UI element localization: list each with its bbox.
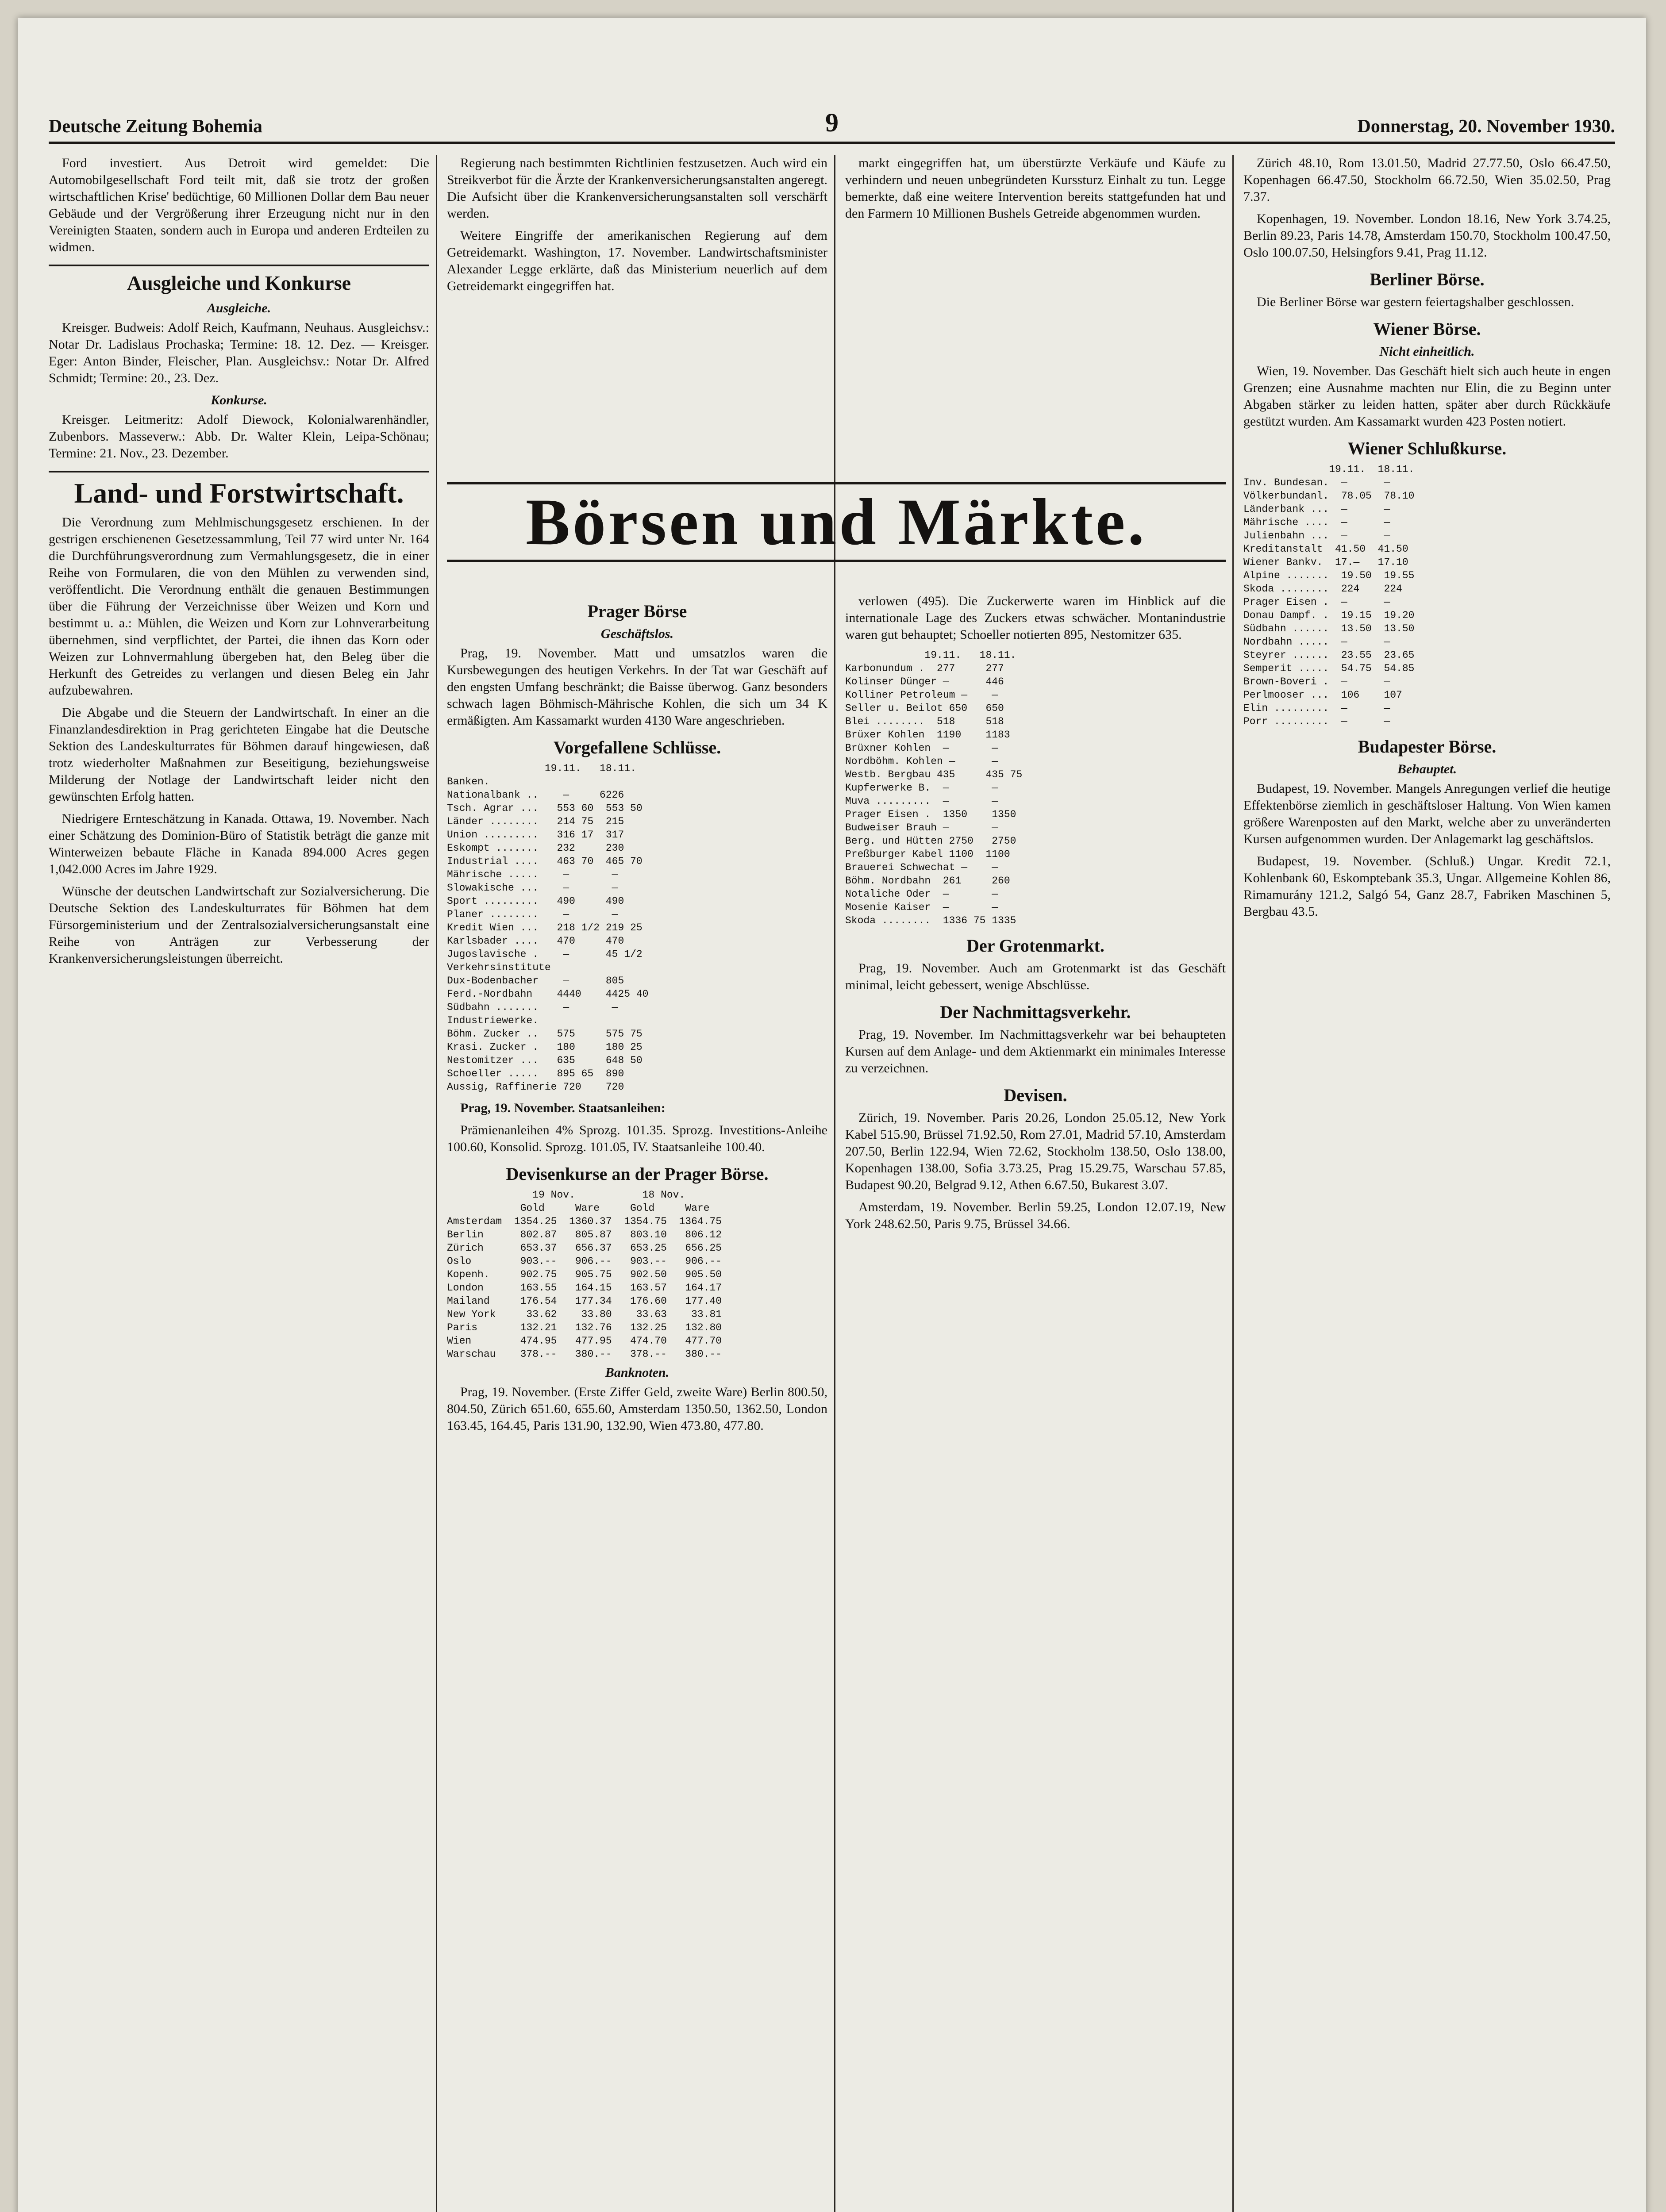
subheading-ausgleiche: Ausgleiche. xyxy=(207,301,271,315)
column-2-top xyxy=(447,155,827,473)
article-grotenmarkt: Prag, 19. November. Auch am Grotenmarkt ist das Geschäft minimal, leicht gebessert, wenige Abschlüsse. xyxy=(845,961,1226,992)
table-wiener-schlusskurse: 19.11. 18.11. Inv. Bundesan. — — Völkerbundanl. 78.05 78.10 Länderbank ... — — Mährische .... — — Julienbahn ... — — Kreditanstalt 41.50 41.50 Wiener Bankv. 17.— 17.10 Alpine ....... 19.50 19.55 Skoda ........ 224 224 Prager Eisen . — — Donau Dampf. . 19.15 19.20 Südbahn ...... 13.50 13.50 Nordbahn ..... — — Steyrer ...... 23.55 23.65 Semperit ..... 54.75 54.85 Brown-Boveri . — — Perlmooser ... 106 107 Elin ......... — — Porr ......... — — xyxy=(1243,464,1415,727)
newspaper-page xyxy=(18,18,1646,2212)
heading-grotenmarkt: Der Grotenmarkt. xyxy=(966,936,1104,956)
column-3-top xyxy=(845,155,1226,473)
section-heading-boersen: Börsen und Märkte. xyxy=(447,482,1226,562)
column-rule xyxy=(834,155,835,2212)
heading-nachmittagsverkehr: Der Nachmittagsverkehr. xyxy=(940,1002,1131,1022)
heading-land-forst: Land- und Forstwirtschaft. xyxy=(49,471,429,510)
column-rule xyxy=(1232,155,1234,2212)
article-berliner-boerse: Die Berliner Börse war gestern feiertagshalber geschlossen. xyxy=(1257,295,1574,309)
article-prager-boerse: Prag, 19. November. Matt und umsatzlos waren die Kursbewegungen des heutigen Verkehrs. In der Tat war Geschäft auf den engsten Umfang beschränkt; die Baisse überwog. Ganz besonders schwach lagen Böhmisch-Mährische Kohlen, die sich um 34 K ermäßigten. Am Kassamarkt wurden 4130 Ware angeschrieben. xyxy=(447,646,827,728)
article-konkurse: Kreisger. Leitmeritz: Adolf Diewock, Kolonialwarenhändler, Zubenbors. Masseverw.: Abb. Dr. Walter Klein, Leipa-Schönau; Termine: 21. Nov., 23. Dezember. xyxy=(49,412,429,461)
article-mehlmischung: Die Verordnung zum Mehlmischungsgesetz erschienen. In der gestrigen erschienenen Gesetzessammlung, Teil 77 wird unter Nr. 164 die Durchführungsverordnung zum Vermahlungsgesetz, die in einer Reihe von Formularen, die von den Mühlen zu verwenden sind, veröffentlicht. Die Verordnung enthält die genauen Bestimmungen über die Führung der Verzeichnisse über Weizen und Korn und bestimmt u. a.: Mühlen, die Weizen und Korn zur Lohnverarbeitung übernehmen, sind verpflichtet, der Partei, die ihnen das Korn oder Weizen zur Lohnvermahlung übergeben hat, den Beleg über die Herkunft des Getreides zu verlangen und diesen Beleg ein Jahr aufzubewahren. xyxy=(49,515,429,698)
heading-wiener-boerse: Wiener Börse. xyxy=(1373,319,1481,339)
article-ernteschaetzung-kanada: Niedrigere Ernteschätzung in Kanada. Ottawa, 19. November. Nach einer Schätzung des Dominion-Büro of Statistik beträgt die ganze mit Winterweizen bebaute Fläche in Kanada 894.000 Acres gegen 1,042.000 Acres im Jahre 1929. xyxy=(49,811,429,876)
table-vorgefallene-schluesse: 19.11. 18.11. Banken. Nationalbank .. — 6226 Tsch. Agrar ... 553 60 553 50 Länder ........ 214 75 215 Union ......... 316 17 317 Eskompt ....... 232 230 Industrial .... 463 70 465 70 Mährische ..... — — Slowakische ... — — Sport ......... 490 490 Planer ........ — — Kredit Wien ... 218 1/2 219 25 Karlsbader .... 470 470 Jugoslavische . — 45 1/2 Verkehrsinstitute Dux-Bodenbacher — 805 Ferd.-Nordbahn 4440 4425 40 Südbahn ....... — — Industriewerke. Böhm. Zucker .. 575 575 75 Krasi. Zucker . 180 180 25 Nestomitzer ... 635 648 50 Schoeller ..... 895 65 890 Aussig, Raffinerie 720 720 xyxy=(447,763,649,1093)
article-ford: Ford investiert. Aus Detroit wird gemeldet: Die Automobilgesellschaft Ford teilt mit, daß sie trotz der großen wirtschaftlichen Krise' bedüchtige, 60 Millionen Dollar dem Bau neuer Gebäude und der Vergrößerung ihrer Erzeugung nicht nur in den Vereinigten Staaten, sondern auch in Europa und anderen Erdteilen zu widmen. xyxy=(49,156,429,254)
article-wiener-boerse: Wien, 19. November. Das Geschäft hielt sich auch heute in engen Grenzen; eine Ausnahme machten nur Elin, die zu Beginn unter Abgaben stärker zu leiden hatten, später aber durch Rückkäufe gestützt wurden. Am Kassamarkt wurden 423 Posten notiert. xyxy=(1243,364,1611,429)
subheading-wiener-boerse: Nicht einheitlich. xyxy=(1379,344,1475,359)
heading-devisen: Devisen. xyxy=(1004,1085,1067,1105)
heading-prager-boerse: Prager Börse xyxy=(587,601,687,621)
heading-banknoten: Banknoten. xyxy=(605,1365,669,1380)
article-zuckerwerte: verlowen (495). Die Zuckerwerte waren im Hinblick auf die internationale Lage des Zuckers etwas schwächer. Montanindustrie waren gut behauptet; Schoeller notierten 895, Nestomitzer 635. xyxy=(845,594,1226,642)
subheading-budapester-boerse: Behauptet. xyxy=(1397,762,1457,776)
column-1 xyxy=(49,155,429,2212)
masthead xyxy=(49,108,1615,144)
heading-devisenkurse: Devisenkurse an der Prager Börse. xyxy=(506,1164,769,1184)
article-devisen-kopenhagen: Kopenhagen, 19. November. London 18.16, New York 3.74.25, Berlin 89.23, Paris 14.78, Amsterdam 150.70, Stockholm 100.47.50, Oslo 100.07.50, Helsingfors 9.41, Prag 11.12. xyxy=(1243,211,1611,260)
article-devisen-zuerich: Zürich, 19. November. Paris 20.26, London 25.05.12, New York Kabel 515.90, Brüssel 71.92.50, Rom 27.01, Madrid 57.10, Amsterdam 207.50, Berlin 122.94, Wien 72.62, Stockholm 138.50, Oslo 138.00, Kopenhagen 138.00, Sofia 3.73.25, Prag 15.29.75, Warschau 57.85, Budapest 90.20, Belgrad 9.12, Athen 6.67.50, Bukarest 3.07. xyxy=(845,1110,1226,1192)
article-devisen-oslo: Zürich 48.10, Rom 13.01.50, Madrid 27.77.50, Oslo 66.47.50, Kopenhagen 66.47.50, Stockholm 66.72.50, Wien 35.02.50, Prag 7.37. xyxy=(1243,156,1611,204)
table-schluesse-cont: 19.11. 18.11. Karbonundum . 277 277 Kolinser Dünger — 446 Kolliner Petroleum — — Seller u. Beilot 650 650 Blei ........ 518 518 Brüxer Kohlen 1190 1183 Brüxner Kohlen — — Nordböhm. Kohlen — — Westb. Bergbau 435 435 75 Kupferwerke B. — — Muva ......... — — Prager Eisen . 1350 1350 Budweiser Brauh — — Berg. und Hütten 2750 2750 Preßburger Kabel 1100 1100 Brauerei Schwechat — — Böhm. Nordbahn 261 260 Notaliche Oder — — Mosenie Kaiser — — Skoda ........ 1336 75 1335 xyxy=(845,649,1023,926)
table-devisenkurse: 19 Nov. 18 Nov. Gold Ware Gold Ware Amsterdam 1354.25 1360.37 1354.75 1364.75 Berlin 802.87 805.87 803.10 806.12 Zürich 653.37 656.37 653.25 656.25 Oslo 903.-- 906.-- 903.-- 906.-- Kopenh. 902.75 905.75 902.50 905.50 London 163.55 164.15 163.57 164.17 Mailand 176.54 177.34 176.60 177.40 New York 33.62 33.80 33.63 33.81 Paris 132.21 132.76 132.25 132.80 Wien 474.95 477.95 474.70 477.70 Warschau 378.-- 380.-- 378.-- 380.-- xyxy=(447,1189,722,1360)
heading-vorgefallene-schluesse: Vorgefallene Schlüsse. xyxy=(553,737,721,757)
column-4 xyxy=(1243,155,1611,2212)
heading-ausgleiche: Ausgleiche und Konkurse xyxy=(49,265,429,296)
article-ausgleiche: Kreisger. Budweis: Adolf Reich, Kaufmann, Neuhaus. Ausgleichsv.: Notar Dr. Ladislaus Prochaska; Termine: 18. 12. Dez. — Kreisger. Eger: Anton Binder, Fleischer, Plan. Ausgleichsv.: Notar Dr. Alfred Schmidt; Termine: 20., 23. Dez. xyxy=(49,320,429,385)
article-sozialversicherung: Wünsche der deutschen Landwirtschaft zur Sozialversicherung. Die Deutsche Sektion des Landeskulturrates für Böhmen hat dem Fürsorgeministerium und der Zentralsozialversicherungsanstalt eine Reihe von Anträgen zur Verbesserung der Krankenversicherungsleistungen überreicht. xyxy=(49,884,429,966)
heading-wiener-schlusskurse: Wiener Schlußkurse. xyxy=(1347,438,1507,458)
article-budapester-schluss: Budapest, 19. November. (Schluß.) Ungar. Kredit 72.1, Kohlenbank 60, Eskomptebank 35.3, Ungar. Allgemeine Kohlen 86, Rimamurány 121.2, Salgó 54, Ganz 28.7, Fabriken Maschinen 5, Bergbau 43.5. xyxy=(1243,854,1611,919)
article-krankenversicherung: Regierung nach bestimmten Richtlinien festzusetzen. Auch wird ein Streikverbot für die Ärzte der Krankenversicherungsanstalten angeregt. Die Aufsicht über die Krankenversicherungsanstalten soll verschärft werden. xyxy=(447,156,827,221)
article-steuern-landwirtschaft: Die Abgabe und die Steuern der Landwirtschaft. In einer an die Finanzlandesdirektion in Prag gerichteten Eingabe hat die Deutsche Sektion des Landeskulturrates für Böhmen darauf hingewiesen, daß trotz wiederholter Maßnahmen zur Beseitigung, beziehungsweise Milderung der Notlage der Landwirtschaft leider nicht den gewünschten Erfolg hatten. xyxy=(49,705,429,804)
article-banknoten: Prag, 19. November. (Erste Ziffer Geld, zweite Ware) Berlin 800.50, 804.50, Zürich 651.60, 655.60, Amsterdam 1350.50, 1362.50, London 163.45, 164.45, Paris 131.90, 132.90, Wien 473.80, 477.80. xyxy=(447,1385,827,1433)
article-devisen-amsterdam: Amsterdam, 19. November. Berlin 59.25, London 12.07.19, New York 248.62.50, Paris 9.75, Brüssel 34.66. xyxy=(845,1200,1226,1231)
article-budapester-boerse: Budapest, 19. November. Mangels Anregungen verlief die heutige Effektenbörse ziemlich in geschäftsloser Haltung. Von Wien kamen größere Warenposten auf den Markt, welche aber zu unveränderten Kursen aufgenommen wurden. Der Anlagemarkt lag geschäftslos. xyxy=(1243,781,1611,846)
subheading-prager-boerse: Geschäftslos. xyxy=(600,626,674,641)
article-getreidemarkt-cont: markt eingegriffen hat, um überstürzte Verkäufe und Käufe zu verhindern und neuen unbegründeten Kurssturz Einhalt zu tun. Legge bemerkte, daß eine weitere Intervention bereits stattgefunden hat und den Farmern 10 Millionen Bushels Getreide abgenommen wurden. xyxy=(845,156,1226,221)
subheading-konkurse: Konkurse. xyxy=(211,393,267,407)
article-staatsanleihen: Prämienanleihen 4% Sprozg. 101.35. Sprozg. Investitions-Anleihe 100.60, Konsolid. Sprozg. 101.05, IV. Staatsanleihe 100.40. xyxy=(447,1123,827,1154)
newspaper-title: Deutsche Zeitung Bohemia xyxy=(49,116,262,137)
heading-budapester-boerse: Budapester Börse. xyxy=(1358,737,1497,757)
issue-date: Donnerstag, 20. November 1930. xyxy=(1357,116,1615,137)
heading-berliner-boerse: Berliner Börse. xyxy=(1370,269,1485,289)
article-getreidemarkt: Weitere Eingriffe der amerikanischen Regierung auf dem Getreidemarkt. Washington, 17. November. Landwirtschaftsminister Alexander Legge erklärte, daß das Ministerium neuerlich auf dem Getreidemarkt eingegriffen hat. xyxy=(447,228,827,293)
article-nachmittagsverkehr: Prag, 19. November. Im Nachmittagsverkehr war bei behaupteten Kursen auf dem Anlage- und dem Aktienmarkt ein minimales Interesse zu verzeichnen. xyxy=(845,1027,1226,1075)
column-2-bottom xyxy=(447,593,827,2212)
column-rule xyxy=(436,155,437,2212)
column-3-bottom xyxy=(845,593,1226,2212)
heading-staatsanleihen: Prag, 19. November. Staatsanleihen: xyxy=(460,1101,666,1115)
page-number: 9 xyxy=(825,108,839,137)
